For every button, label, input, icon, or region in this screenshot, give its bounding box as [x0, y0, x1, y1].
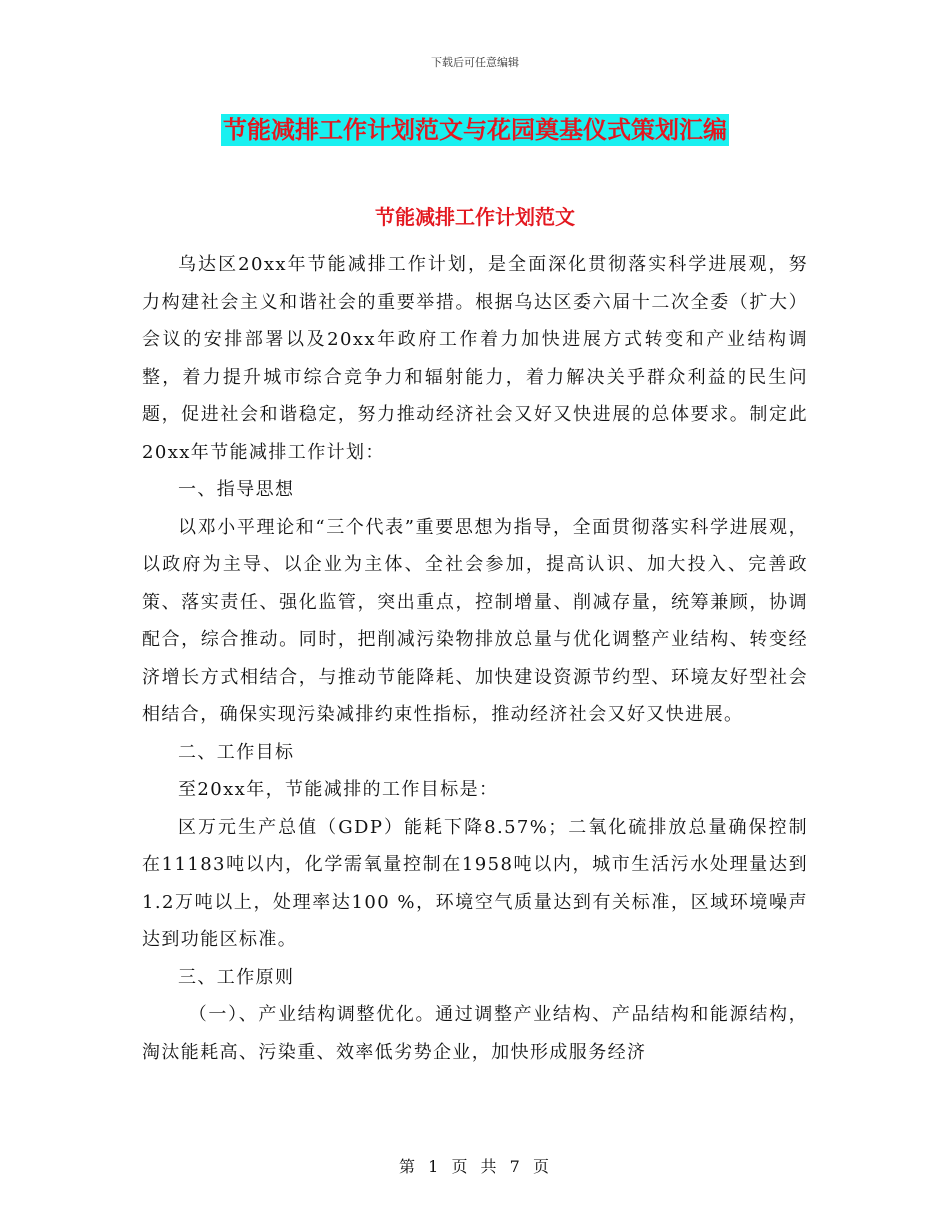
heading-guiding-ideology: 一、指导思想: [178, 479, 295, 500]
footer-label-suffix: 页: [532, 1157, 551, 1176]
section-title: 节能减排工作计划范文: [375, 205, 575, 229]
heading-work-goals: 二、工作目标: [178, 741, 295, 763]
footer-page-total: 7: [509, 1157, 522, 1176]
footer-label-total-prefix: 共: [480, 1157, 499, 1176]
paragraph-intro: 乌达区20xx年节能减排工作计划，是全面深化贯彻落实科学进展观，努力构建社会主义和谐社会的重要举措。根据乌达区委六届十二次全委（扩大）会议的安排部署以及20xx年政府工作着力加快进展方式转变和产业结构调整，着力提升城市综合竞争力和辐射能力，着力解决关乎群众利益的民生问题，促进社会和谐稳定，努力推动经济社会又好又快进展的总体要求。制定此20xx年节能减排工作计划：: [142, 254, 808, 463]
paragraph-goals-intro: 至20xx年，节能减排的工作目标是：: [178, 779, 499, 800]
footer-page-current: 1: [428, 1157, 441, 1176]
footer-label-mid: 页: [451, 1157, 470, 1176]
main-title-container: [0, 114, 950, 146]
heading-work-principles: 三、工作原则: [178, 966, 295, 988]
document-body: [142, 246, 808, 1071]
main-title: 节能减排工作计划范文与花园奠基仪式策划汇编: [223, 115, 727, 144]
header-note: 下载后可任意编辑: [431, 56, 519, 69]
footer-label-prefix: 第: [399, 1157, 418, 1176]
paragraph-principle-1: （一）、产业结构调整优化。通过调整产业结构、产品结构和能源结构，淘汰能耗高、污染重、效率低劣势企业，加快形成服务经济: [142, 1004, 808, 1063]
paragraph-guiding-ideology: 以邓小平理论和“三个代表”重要思想为指导，全面贯彻落实科学进展观，以政府为主导、以企业为主体、全社会参加，提高认识、加大投入、完善政策、落实责任、强化监管，突出重点，控制增量、削减存量，统筹兼顾，协调配合，综合推动。同时，把削减污染物排放总量与优化调整产业结构、转变经济增长方式相结合，与推动节能降耗、加快建设资源节约型、环境友好型社会相结合，确保实现污染减排约束性指标，推动经济社会又好又快进展。: [142, 516, 808, 725]
page-footer: [0, 1154, 950, 1177]
paragraph-goals-detail: 区万元生产总值（GDP）能耗下降8.57%；二氧化硫排放总量确保控制在11183吨以内，化学需氧量控制在1958吨以内，城市生活污水处理量达到1.2万吨以上，处理率达100 %，环境空气质量达到有关标准，区域环境噪声达到功能区标准。: [142, 816, 808, 950]
